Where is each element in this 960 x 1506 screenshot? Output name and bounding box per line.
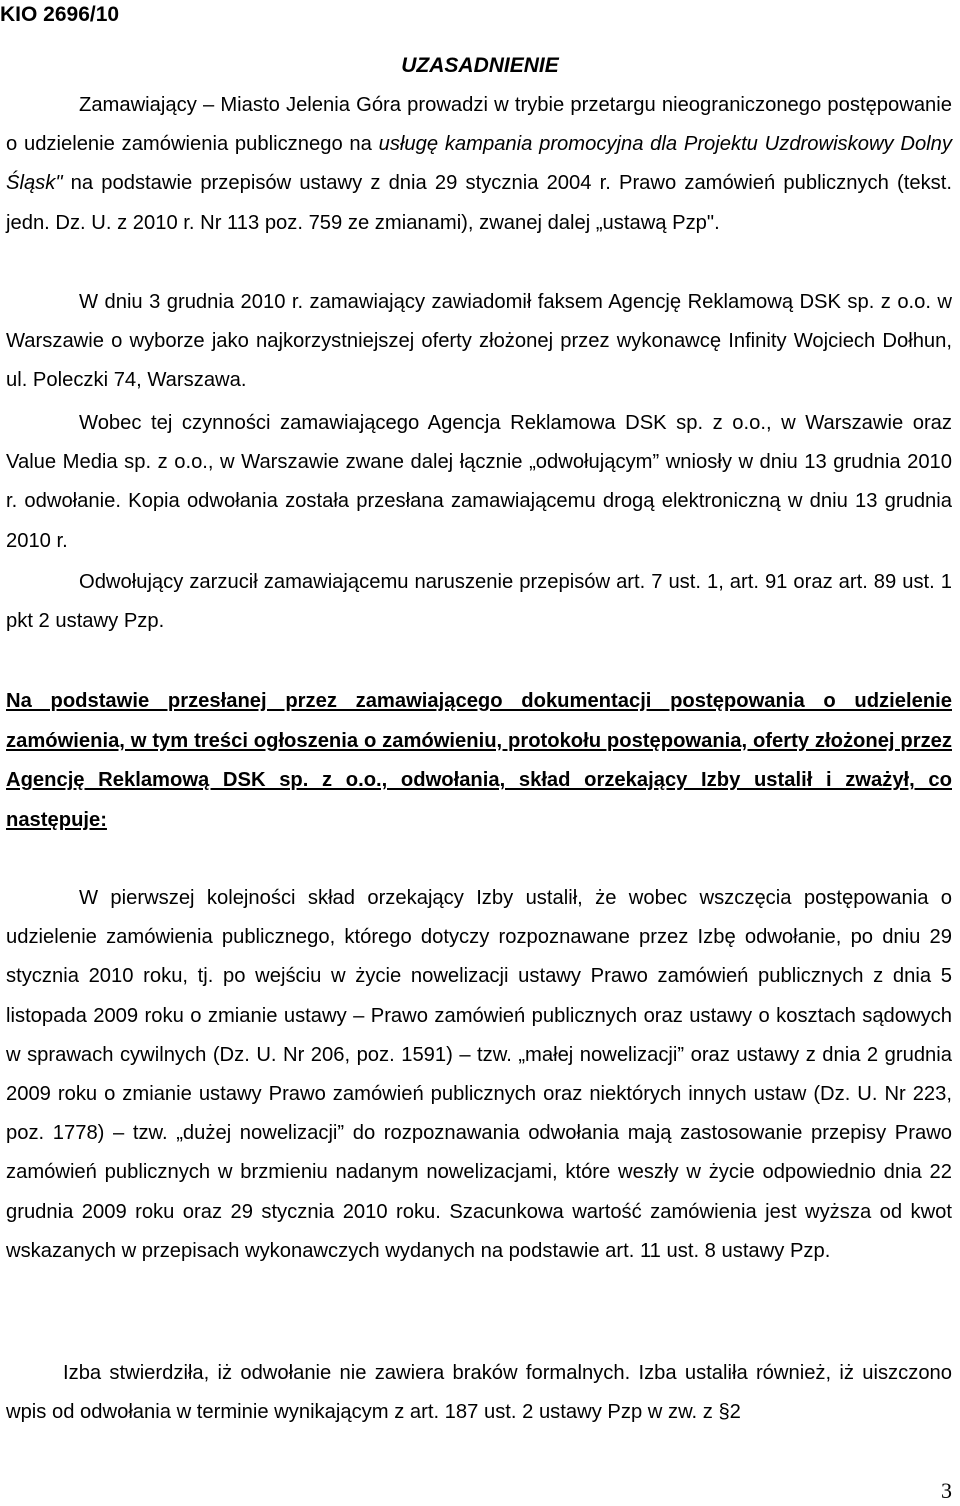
paragraph-formal: Izba stwierdziła, iż odwołanie nie zawiera braków formalnych. Izba ustaliła również, iż uiszczono wpis od odwołania w terminie wynikającym z art. 187 ust. 2 ustawy Pzp w zw. z §2 xyxy=(6,1362,952,1424)
paragraph-allegations: Odwołujący zarzucił zamawiającemu naruszenie przepisów art. 7 ust. 1, art. 91 oraz art. 89 ust. 1 pkt 2 ustawy Pzp. xyxy=(6,571,952,633)
findings-statement: Na podstawie przesłanej przez zamawiającego dokumentacji postępowania o udzielenie zamówienia, w tym treści ogłoszenia o zamówieniu, protokołu postępowania, oferty złożonej przez Agencję Reklamową DSK sp. z o.o., odwołania, skład orzekający Izby ustalił i zważył, co następuje: xyxy=(6,690,952,831)
paragraph-notification: W dniu 3 grudnia 2010 r. zamawiający zawiadomił faksem Agencję Reklamową DSK sp. z o.o. w Warszawie o wyborze jako najkorzystniejszej oferty złożonej przez wykonawcę Infinity Wojciech Dołhun, ul. Poleczki 74, Warszawa. xyxy=(6,291,952,392)
case-number: KIO 2696/10 xyxy=(0,3,120,26)
paragraph-intro-text: Zamawiający – Miasto Jelenia Góra prowadzi w trybie przetargu nieograniczonego postępowanie o udzielenie zamówienia publicznego na xyxy=(6,94,952,156)
paragraph-appeal: Wobec tej czynności zamawiającego Agencja Reklamowa DSK sp. z o.o., w Warszawie oraz Value Media sp. z o.o., w Warszawie zwane dalej łącznie „odwołującym” wniosły w dniu 13 grudnia 2010 r. odwołanie. Kopia odwołania została przesłana zamawiającemu drogą elektroniczną w dniu 13 grudnia 2010 r. xyxy=(6,412,952,552)
paragraph-intro-italic: usługę kampania promocyjna dla Projektu Uzdrowiskowy Dolny Śląsk" xyxy=(6,133,952,195)
paragraph-intro-text-cont: na podstawie przepisów ustawy z dnia 29 stycznia 2004 r. Prawo zamówień publicznych (tekst. jedn. Dz. U. z 2010 r. Nr 113 poz. 759 ze zmianami), zwanej dalej „ustawą Pzp". xyxy=(6,172,952,234)
page-number: 3 xyxy=(941,1478,952,1503)
paragraph-findings: W pierwszej kolejności skład orzekający Izby ustalił, że wobec wszczęcia postępowania o udzielenie zamówienia publicznego, którego dotyczy rozpoznawane przez Izbę odwołanie, po dniu 29 stycznia 2010 roku, tj. po wejściu w życie nowelizacji ustawy Prawo zamówień publicznych z dnia 5 listopada 2009 roku o zmianie ustawy – Prawo zamówień publicznych oraz ustawy o kosztach sądowych w sprawach cywilnych (Dz. U. Nr 206, poz. 1591) – tzw. „małej nowelizacji” oraz ustawy z dnia 2 grudnia 2009 roku o zmianie ustawy Prawo zamówień publicznych oraz niektórych innych ustaw (Dz. U. Nr 223, poz. 1778) – tzw. „dużej nowelizacji” do rozpoznawania odwołania mają zastosowanie przepisy Prawo zamówień publicznych w brzmieniu nadanym nowelizacjami, które weszły w życie odpowiednio dnia 22 grudnia 2009 roku oraz 29 stycznia 2010 roku. Szacunkowa wartość zamówienia jest wyższa od kwot wskazanych w przepisach wykonawczych wydanych na podstawie art. 11 ust. 8 ustawy Pzp. xyxy=(6,887,952,1262)
section-title: UZASADNIENIE xyxy=(401,54,559,77)
paragraph-intro xyxy=(6,86,952,243)
